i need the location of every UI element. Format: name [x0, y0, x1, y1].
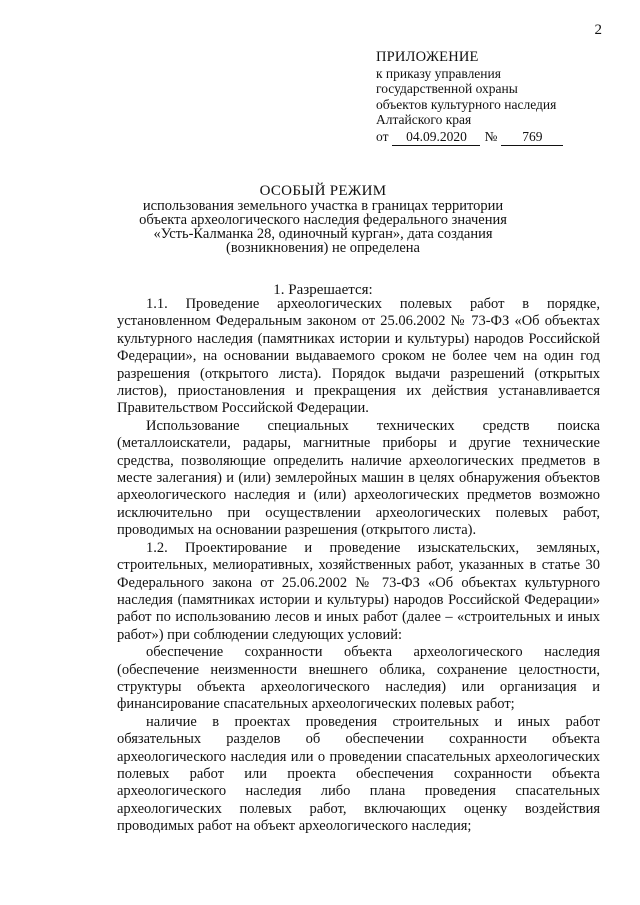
order-date: 04.09.2020: [392, 129, 480, 147]
page-number: 2: [594, 22, 602, 38]
paragraph: 1.1. Проведение археологических полевых работ в порядке, установленном Федеральным законом от 25.06.2002 № 73-ФЗ «Об объектах культурного наследия (памятниках истории и культуры) народов Российской Федерации», на основании выдаваемого сроком не более чем на один год разрешения (открытого листа). Порядок выдачи разрешений (открытых листов), приостановления и прекращения их действия устанавливается Правительством Российской Федерации.: [117, 296, 600, 417]
paragraph: Использование специальных технических средств поиска (металлоискатели, радары, магнитные приборы и другие технические средства, позволяющие определить наличие археологических предметов в месте залегания) и (или) землеройных машин в целях обнаружения объектов археологического наследия и (или) археологических предметов возможно исключительно при осуществлении археологических полевых работ, проводимых на основании разрешения (открытого листа).: [117, 417, 600, 539]
appendix-line: Алтайского края: [376, 112, 472, 127]
section-heading: 1. Разрешается:: [273, 282, 373, 298]
paragraph: наличие в проектах проведения строительных и иных работ обязательных разделов об обеспечении сохранности объекта археологического наследия или о проведении спасательных археологических полевых работ или проекта обеспечения сохранности объекта археологического наследия либо плана проведения спасательных археологических полевых работ, включающих оценку воздействия проводимых работ на объект археологического наследия;: [117, 713, 600, 835]
appendix-block: [376, 50, 563, 146]
paragraph: обеспечение сохранности объекта археологического наследия (обеспечение неизменности внешнего облика, сохранение целостности, структуры объекта археологического наследия) или организация и финансирование спасательных археологических полевых работ;: [117, 644, 600, 713]
order-reference: [376, 129, 563, 147]
appendix-line: государственной охраны: [376, 81, 518, 96]
document-title-line: (возникновения) не определена: [226, 240, 420, 256]
document-title-line: использования земельного участка в границах территории: [142, 198, 504, 214]
document-title: [100, 184, 546, 255]
document-body: [117, 296, 600, 836]
order-number: 769: [501, 129, 563, 147]
document-title-main: ОСОБЫЙ РЕЖИМ: [259, 183, 387, 199]
appendix-line: объектов культурного наследия: [376, 96, 557, 112]
paragraph: 1.2. Проектирование и проведение изыскательских, земляных, строительных, мелиоративных, хозяйственных работ, указанных в статье 30 Федерального закона от 25.06.2002 № 73-ФЗ «Об объектах культурного наследия (памятниках истории и культуры) народов Российской Федерации» работ по использованию лесов и иных работ (далее – «строительных и иных работ») при соблюдении следующих условий:: [117, 539, 600, 643]
document-title-line: «Усть-Калманка 28, одиночный курган», дата создания: [153, 226, 493, 242]
document-title-line: объекта археологического наследия федерального значения: [139, 212, 507, 228]
order-from-label: от: [376, 128, 389, 144]
order-number-sign: №: [484, 128, 498, 144]
appendix-line: к приказу управления: [376, 65, 501, 81]
appendix-title: ПРИЛОЖЕНИЕ: [376, 49, 479, 65]
